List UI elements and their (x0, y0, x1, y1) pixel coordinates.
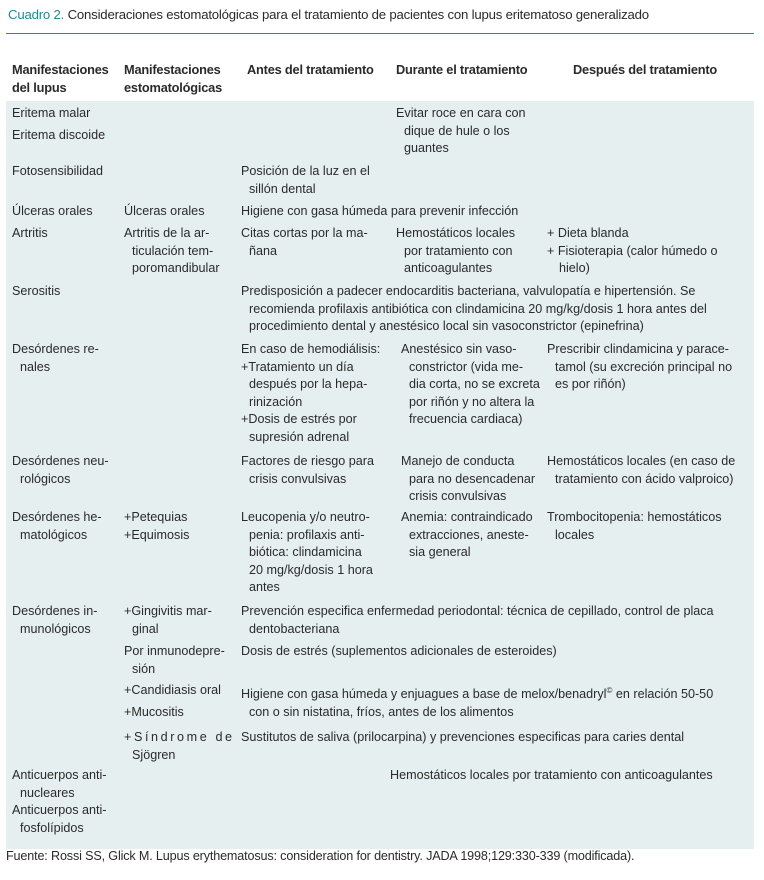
header-manifestaciones-lupus: Manifestaciones del lupus (12, 62, 109, 95)
cell-lupus: Anticuerpos anti- nucleares Anticuerpos anti- fosfolípidos (12, 768, 107, 835)
cell-lupus: Artritis (12, 226, 48, 240)
cell-lupus: Eritema malar Eritema discoide (12, 106, 106, 142)
cell-durante: Anemia: contraindicado extracciones, aneste- sia general (401, 510, 533, 559)
header-durante: Durante el tratamiento (396, 62, 528, 77)
table-row-serositis (6, 283, 754, 341)
considerations-table (6, 56, 754, 849)
cell-lupus: Desórdenes re- nales (12, 342, 99, 374)
header-despues: Después del tratamiento (573, 62, 718, 77)
cell-durante: Hemostáticos locales por tratamiento con anticoagulantes (396, 226, 515, 275)
header-antes: Antes del tratamiento (247, 62, 374, 77)
header-manifestaciones-estomatologicas: Manifestaciones estomatológicas (124, 62, 222, 95)
cell-lupus: Desórdenes he- matológicos (12, 510, 102, 542)
cell-gingivitis: +Gingivitis mar- ginal (124, 604, 212, 636)
cell-inmunodepresion-treatment: Dosis de estrés (suplementos adicionales de esteroides) (241, 644, 557, 658)
cell-antes: Higiene con gasa húmeda para prevenir infección (241, 204, 519, 218)
cell-antes: Leucopenia y/o neutro- penia: profilaxis anti- biótica: clindamicina 20 mg/kg/dosis 1 hora antes (241, 510, 373, 594)
cell-despues: Hemostáticos locales (en caso de tratamiento con ácido valproico) (547, 454, 736, 486)
table-row-ulceras (6, 203, 754, 225)
cell-lupus: Serositis (12, 284, 61, 298)
table-row-fotosensibilidad (6, 163, 754, 203)
cell-antes: Posición de la luz en el sillón dental (241, 164, 370, 196)
cell-lupus: Fotosensibilidad (12, 164, 104, 178)
cell-despues: Prescribir clindamicina y parace- tamol (su excreción principal no es por riñón) (547, 342, 733, 391)
caption-rule (6, 33, 754, 34)
cell-inmunodepresion: Por inmunodepre- sión (124, 644, 225, 676)
cell-estomatologica: Úlceras orales (124, 204, 205, 218)
cell-lupus: Úlceras orales (12, 204, 93, 218)
cell-gingivitis-treatment: Prevención especifica enfermedad periodontal: técnica de cepillado, control de placa dentobacteriana (241, 604, 714, 636)
cell-durante: Anestésico sin vaso- constrictor (vida me- dia corta, no se excreta por riñón y no altera la frecuencia cardiaca) (401, 342, 540, 426)
cell-despues: Trombocitopenia: hemostáticos locales (547, 510, 722, 542)
cell-estomatologica: +Petequias +Equimosis (124, 510, 190, 542)
table-row-eritema (6, 101, 754, 163)
cell-lupus: Desórdenes in- munológicos (12, 604, 98, 636)
copyright-mark: © (606, 686, 613, 695)
table-row-artritis (6, 225, 754, 283)
caption-text: Consideraciones estomatológicas para el tratamiento de pacientes con lupus eritematoso generalizado (64, 7, 649, 22)
cell-candidiasis: +Candidiasis oral +Mucositis (124, 683, 221, 719)
table-body (6, 101, 754, 849)
cell-durante: Manejo de conducta para no desencadenar crisis convulsivas (401, 454, 536, 503)
cell-despues: + Dieta blanda + Fisioterapia (calor húmedo o hielo) (547, 226, 718, 275)
cell-antes-merged: Predisposición a padecer endocarditis bacteriana, valvulopatía e hipertensión. Se recomienda profilaxis antibiótica con clindamicina 20 mg/kg/dosis 1 hora antes del procedimiento dental y anestésico local sin vasoconstrictor (epinefrina) (241, 284, 707, 333)
cell-durante-merged: Hemostáticos locales por tratamiento con anticoagulantes (390, 768, 713, 782)
cell-durante: Evitar roce en cara con dique de hule o los guantes (396, 106, 526, 155)
table-row-inmunologicos (6, 603, 754, 767)
cell-candidiasis-treatment: Higiene con gasa húmeda y enjuagues a base de melox/benadryl© en relación 50-50 con o sin nistatina, fríos, antes de los alimentos (241, 686, 714, 719)
cell-antes: Factores de riesgo para crisis convulsivas (241, 454, 375, 486)
source-citation: Fuente: Rossi SS, Glick M. Lupus erythematosus: consideration for dentistry. JADA 1998;129:330-339 (modificada). (6, 849, 635, 863)
cell-estomatologica: Artritis de la ar- ticulación tem- poromandibular (124, 226, 220, 275)
caption-label: Cuadro 2. (8, 7, 65, 22)
cell-antes: Citas cortas por la ma- ñana (241, 226, 368, 258)
cell-antes: En caso de hemodiálisis: +Tratamiento un día después por la hepa- rinización +Dosis de estrés por supresión adrenal (241, 342, 381, 444)
cell-sjogren-treatment: Sustitutos de saliva (prilocarpina) y prevenciones especificas para caries dental (241, 730, 685, 744)
table-caption (8, 6, 754, 24)
table-header (6, 56, 754, 101)
cell-sjogren: +Síndrome de Sjögren (124, 730, 235, 762)
cell-lupus: Desórdenes neu- rológicos (12, 454, 109, 486)
table-row-anticuerpos (6, 767, 754, 843)
table-row-neurologicos (6, 453, 754, 509)
table-row-renales (6, 341, 754, 453)
table-row-hematologicos (6, 509, 754, 603)
